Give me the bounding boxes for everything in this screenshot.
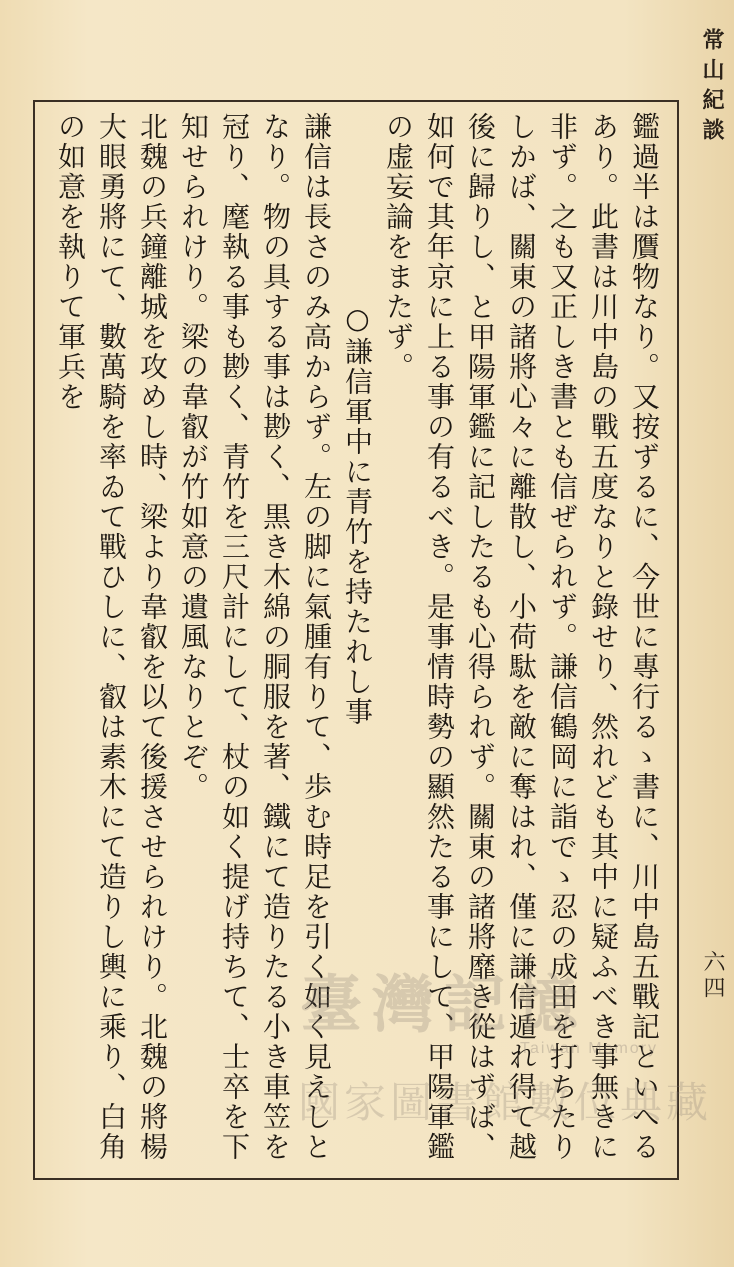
- paragraph-2: 謙信は長さのみ高からず。左の脚に氣腫有りて、歩む時足を引く如く見えしとなり。物の具する事は尠く、黒き木綿の胴服を著、鐵にて造りたる小き車笠を冠り、麾執る事も尠く、青竹を三尺計にして、杖の如く提げ持ちて、士卒を下知せられけり。梁の韋叡が竹如意の遺風なりとぞ。: [177, 112, 333, 1162]
- paragraph-1: 鑑過半は贋物なり。又按ずるに、今世に專行るゝ書に、川中島五戰記といへるあり。此書は川中島の戰五度なりと錄せり、然れども其中に疑ふべき事無きに非ず。之も又正しき書とも信ぜられず。謙信鶴岡に詣でゝ忍の成田を打ちたりしかば、關東の諸將心々に離散し、小荷駄を敵に奪はれ、僅に謙信遁れ得て越後に歸りし、と甲陽軍鑑に記したるも心得られず。關東の諸將靡き從はずば、如何で其年京に上る事の有るべき。是事情時勢の顯然たる事にして、甲陽軍鑑の虚妄論をまたず。: [382, 112, 661, 1162]
- running-title: 常山紀談: [699, 28, 725, 148]
- section-heading: ○謙信軍中に青竹を持たれし事: [341, 302, 374, 727]
- library-watermark-subtitle: Taiwan Memory: [520, 1040, 659, 1057]
- paragraph-3: 北魏の兵鐘離城を攻めし時、梁より韋叡を以て後援させられけり。北魏の將楊大眼勇將にて、數萬騎を率ゐて戰ひしに、叡は素木にて造りし輿に乘り、白角の如意を執りて軍兵を: [54, 112, 169, 1162]
- library-watermark: 臺灣記憶: [300, 968, 589, 1041]
- library-watermark-line: 國家圖書館數位典藏: [298, 1078, 713, 1127]
- page-number: 六四: [700, 950, 725, 1002]
